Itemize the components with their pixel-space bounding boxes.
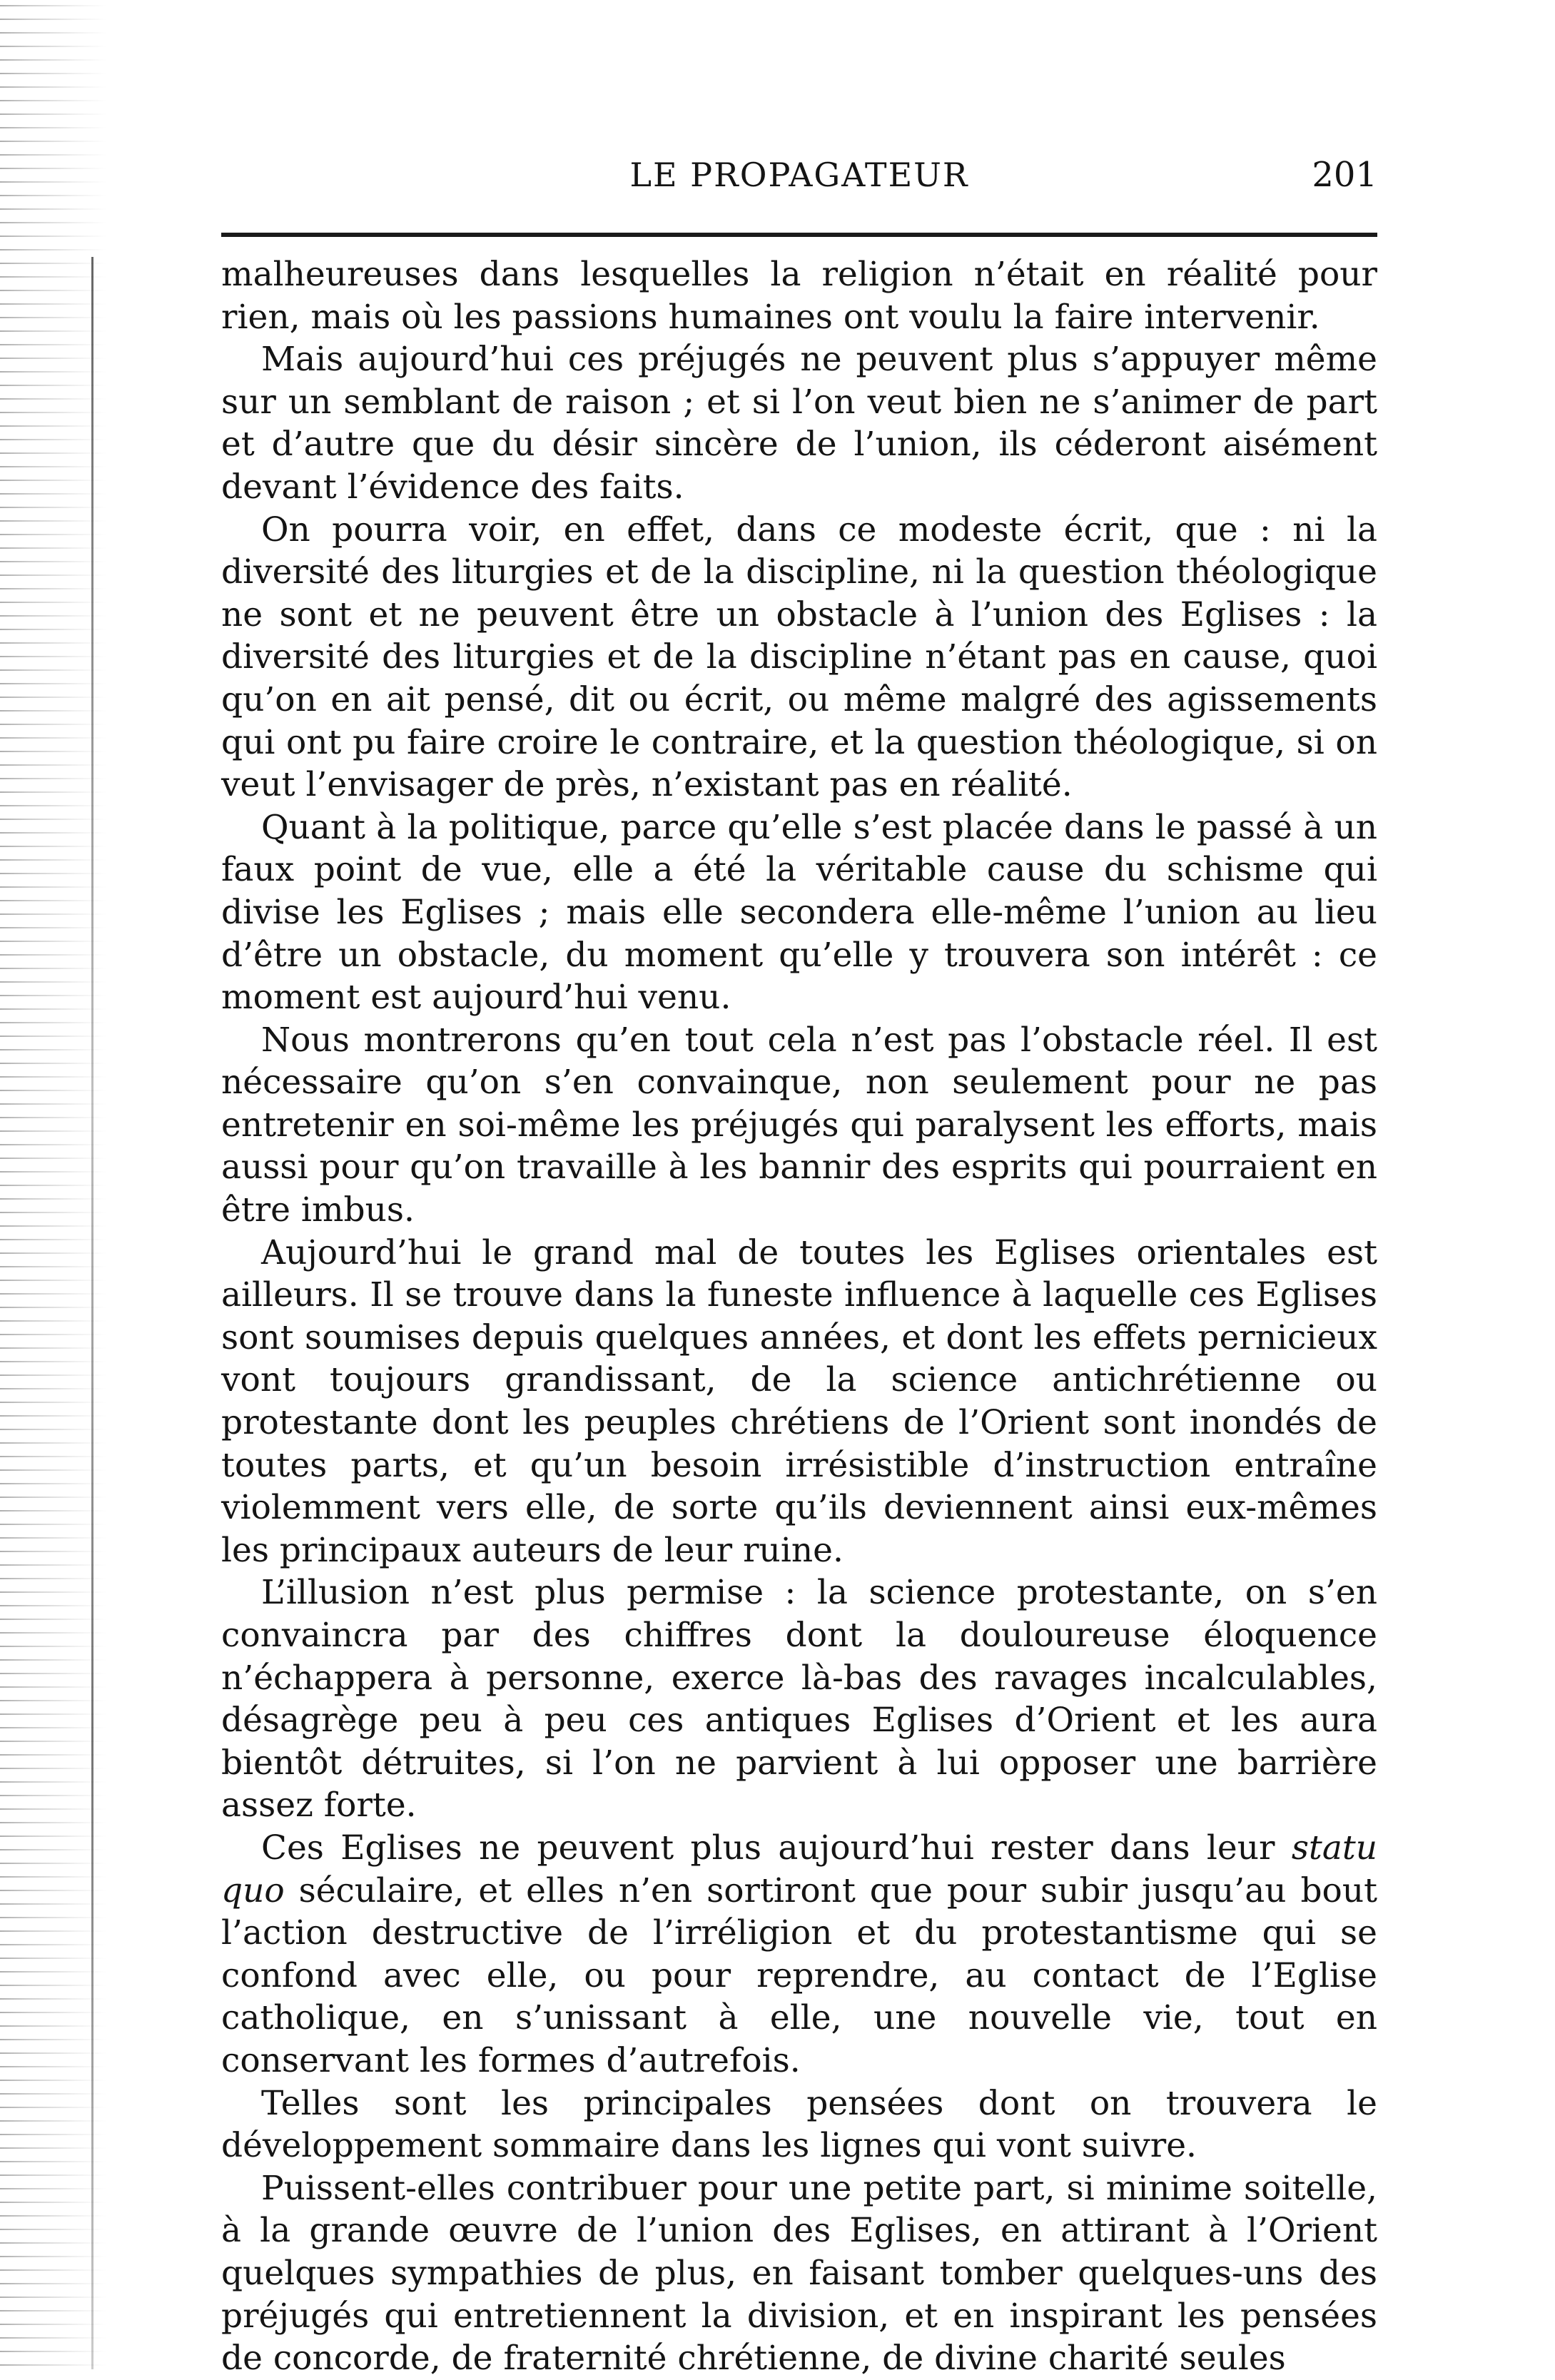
binding-edge-line (91, 257, 93, 2369)
paragraph-4: Quant à la politique, parce qu’elle s’est placée dans le passé à un faux point de vue, elle a été la véritable cause du schisme qui divise les Eglises ; mais elle secondera elle-même l’union au lieu d’être un obstacle, du moment qu’elle y trouvera son intérêt : ce moment est aujourd’hui venu. (221, 807, 1377, 1018)
paragraph-8 (221, 1827, 1377, 2082)
page-number: 201 (1312, 155, 1377, 195)
paragraph-5: Nous montrerons qu’en tout cela n’est pas l’obstacle réel. Il est nécessaire qu’on s’en convainque, non seulement pour ne pas entretenir en soi-même les préjugés qui paralysent les efforts, mais aussi pour qu’on travaille à les bannir des esprits qui pourraient en être imbus. (221, 1020, 1377, 1230)
paragraph-8-start: Ces Eglises ne peuvent plus aujourd’hui rester dans leur (261, 1828, 1292, 1868)
paragraph-10: Puissent-elles contribuer pour une petite part, si minime soitelle, à la grande œuvre de l’union des Eglises, en attirant à l’Orient quelques sympathies de plus, en faisant tomber quelques-uns des préjugés qui entretiennent la division, et en inspirant les pensées de concorde, de fraternité chrétienne, de divine charité seules (221, 2168, 1377, 2379)
running-title: LE PROPAGATEUR (629, 156, 969, 194)
paragraph-9: Telles sont les principales pensées dont on trouvera le développement sommaire dans les lignes qui vont suivre. (221, 2083, 1377, 2166)
body-text (221, 253, 1377, 2380)
italic-phrase: statu quo (221, 1828, 1377, 1910)
paragraph-8-end: séculaire, et elles n’en sortiront que pour subir jusqu’au bout l’action destructive de l’irréligion et du protestantisme qui se confond avec elle, ou pour reprendre, au contact de l’Eglise catholique, en s’unissant à elle, une nouvelle vie, tout en conservant les formes d’autrefois. (221, 1870, 1377, 2080)
paragraph-2: Mais aujourd’hui ces préjugés ne peuvent plus s’appuyer même sur un semblant de raison ; et si l’on veut bien ne s’animer de part et d’autre que du désir sincère de l’union, ils céderont aisément devant l’évidence des faits. (221, 340, 1377, 507)
paragraph-1: malheureuses dans lesquelles la religion n’était en réalité pour rien, mais où les passions humaines ont voulu la faire intervenir. (221, 255, 1377, 337)
paragraph-6: Aujourd’hui le grand mal de toutes les Eglises orientales est ailleurs. Il se trouve dans la funeste influence à laquelle ces Eglises sont soumises depuis quelques années, et dont les effets pernicieux vont toujours grandissant, de la science antichrétienne ou protestante dont les peuples chrétiens de l’Orient sont inondés de toutes parts, et qu’un besoin irrésistible d’instruction entraîne violemment vers elle, de sorte qu’ils deviennent ainsi eux-mêmes les principaux auteurs de leur ruine. (221, 1232, 1377, 1570)
header-rule (221, 233, 1377, 237)
page-header (221, 150, 1377, 200)
paragraph-7: L’illusion n’est plus permise : la science protestante, on s’en convaincra par des chiffres dont la douloureuse éloquence n’échappera à personne, exerce là-bas des ravages incalculables, désagrège peu à peu ces antiques Eglises d’Orient et les aura bientôt détruites, si l’on ne parvient à lui opposer une barrière assez forte. (221, 1573, 1377, 1825)
paragraph-3: On pourra voir, en effet, dans ce modeste écrit, que : ni la diversité des liturgies et de la discipline, ni la question théologique ne sont et ne peuvent être un obstacle à l’union des Eglises : la diversité des liturgies et de la discipline n’étant pas en cause, quoi qu’on en ait pensé, dit ou écrit, ou même malgré des agissements qui ont pu faire croire le contraire, et la question théologique, si on veut l’envisager de près, n’existant pas en réalité. (221, 510, 1377, 805)
